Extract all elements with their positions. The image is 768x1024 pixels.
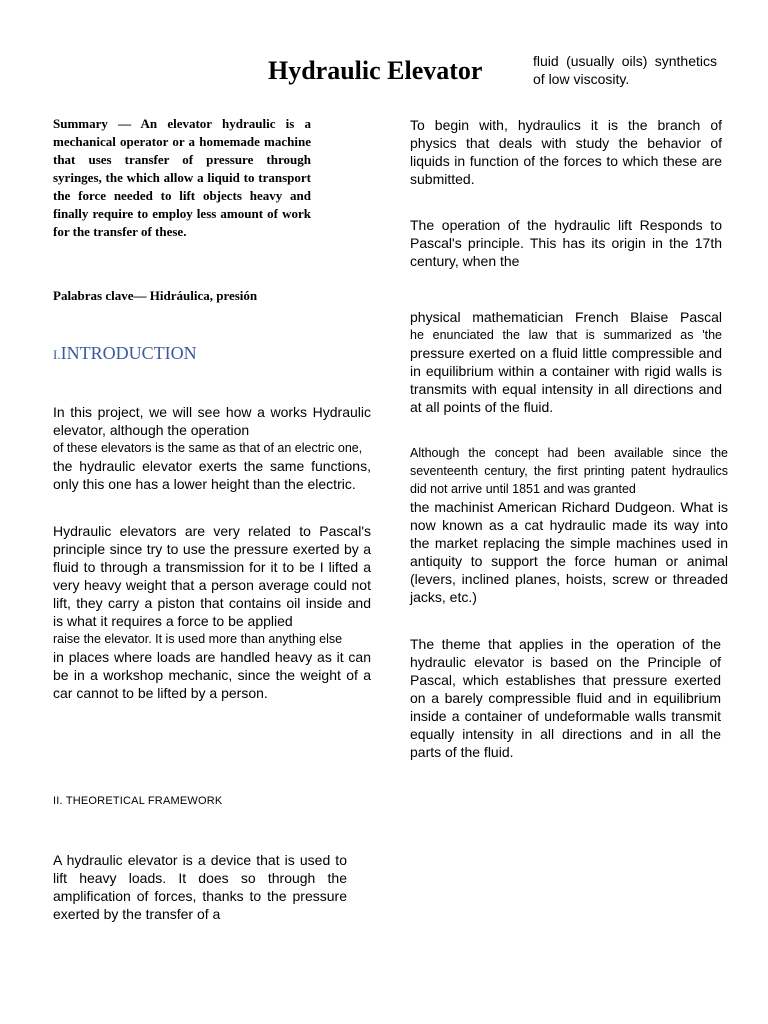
right-p3-rest: pressure exerted on a fluid little compressible and in equilibrium within a container with rigid walls is transmits with equal intensity in all directions and at all points of the fluid. <box>410 345 722 415</box>
introduction-heading <box>53 343 197 364</box>
intro-paragraph-2 <box>53 522 371 702</box>
pascal-line-b: French Blaise Pascal <box>574 309 722 325</box>
right-paragraph-2: The operation of the hydraulic lift Responds to Pascal's principle. This has its origin in the 17th century, when the <box>410 217 722 269</box>
intro-p2-small-line: raise the elevator. It is used more than anything else <box>53 632 343 646</box>
right-paragraph-1: To begin with, hydraulics it is the branch of physics that deals with study the behavior of liquids in function of the forces to which these are submitted. <box>410 117 722 187</box>
keywords: Palabras clave— Hidráulica, presión <box>53 288 258 303</box>
right-p4-rest: the machinist American Richard Dudgeon. What is now known as a cat hydraulic made its way into the market replacing the simple machines used in antiquity to support the force human or animal (levers, inclined planes, hoists, screw or threaded jacks, etc.) <box>410 499 728 605</box>
right-p4-small: Although the concept had been available since the seventeenth century, the first printing patent hydraulics did not arrive until 1851 and was granted <box>410 446 728 496</box>
continued-text-fragment: fluid (usually oils) synthetics of low viscosity. <box>533 53 717 87</box>
intro-p1-small-line: of these elevators is the same as that of an electric one, <box>53 441 363 455</box>
right-paragraph-3 <box>410 308 722 416</box>
pascal-line-a: physical mathematician <box>410 309 564 325</box>
section-title: INTRODUCTION <box>60 343 197 363</box>
intro-p1-text: In this project, we will see how a works Hydraulic elevator, although the operation <box>53 404 371 438</box>
theoretical-framework-heading: II. THEORETICAL FRAMEWORK <box>53 795 223 807</box>
intro-p2-rest: in places where loads are handled heavy as it can be in a workshop mechanic, since the weight of a car cannot to be lifted by a person. <box>53 649 371 701</box>
pascal-line <box>410 308 722 326</box>
section-number: I. <box>53 347 61 362</box>
intro-p2-text: Hydraulic elevators are very related to Pascal's principle since try to use the pressure exerted by a fluid to through a transmission for it to be I lifted a very heavy weight that a person average could not lift, they carry a piston that contains oil inside and is what it requires a force to be applied <box>53 523 371 629</box>
document-title: Hydraulic Elevator <box>268 56 483 85</box>
intro-p1-rest: the hydraulic elevator exerts the same functions, only this one has a lower height than the electric. <box>53 458 371 492</box>
framework-paragraph-1: A hydraulic elevator is a device that is used to lift heavy loads. It does so through the amplification of forces, thanks to the pressure exerted by the transfer of a <box>53 852 347 922</box>
intro-paragraph-1 <box>53 403 371 493</box>
right-paragraph-4 <box>410 444 728 606</box>
right-paragraph-5: The theme that applies in the operation of the hydraulic elevator is based on the Principle of Pascal, which establishes that pressure exerted on a barely compressible fluid and in equilibrium inside a container of undeformable walls transmit equally intensity in all directions and in all the parts of the fluid. <box>410 636 721 760</box>
summary-abstract: Summary — An elevator hydraulic is a mechanical operator or a homemade machine that uses transfer of pressure through syringes, the which allow a liquid to transport the force needed to lift objects heavy and finally require to employ less amount of work for the transfer of these. <box>53 116 311 239</box>
right-p3-small-line: he enunciated the law that is summarized as 'the <box>410 328 722 342</box>
